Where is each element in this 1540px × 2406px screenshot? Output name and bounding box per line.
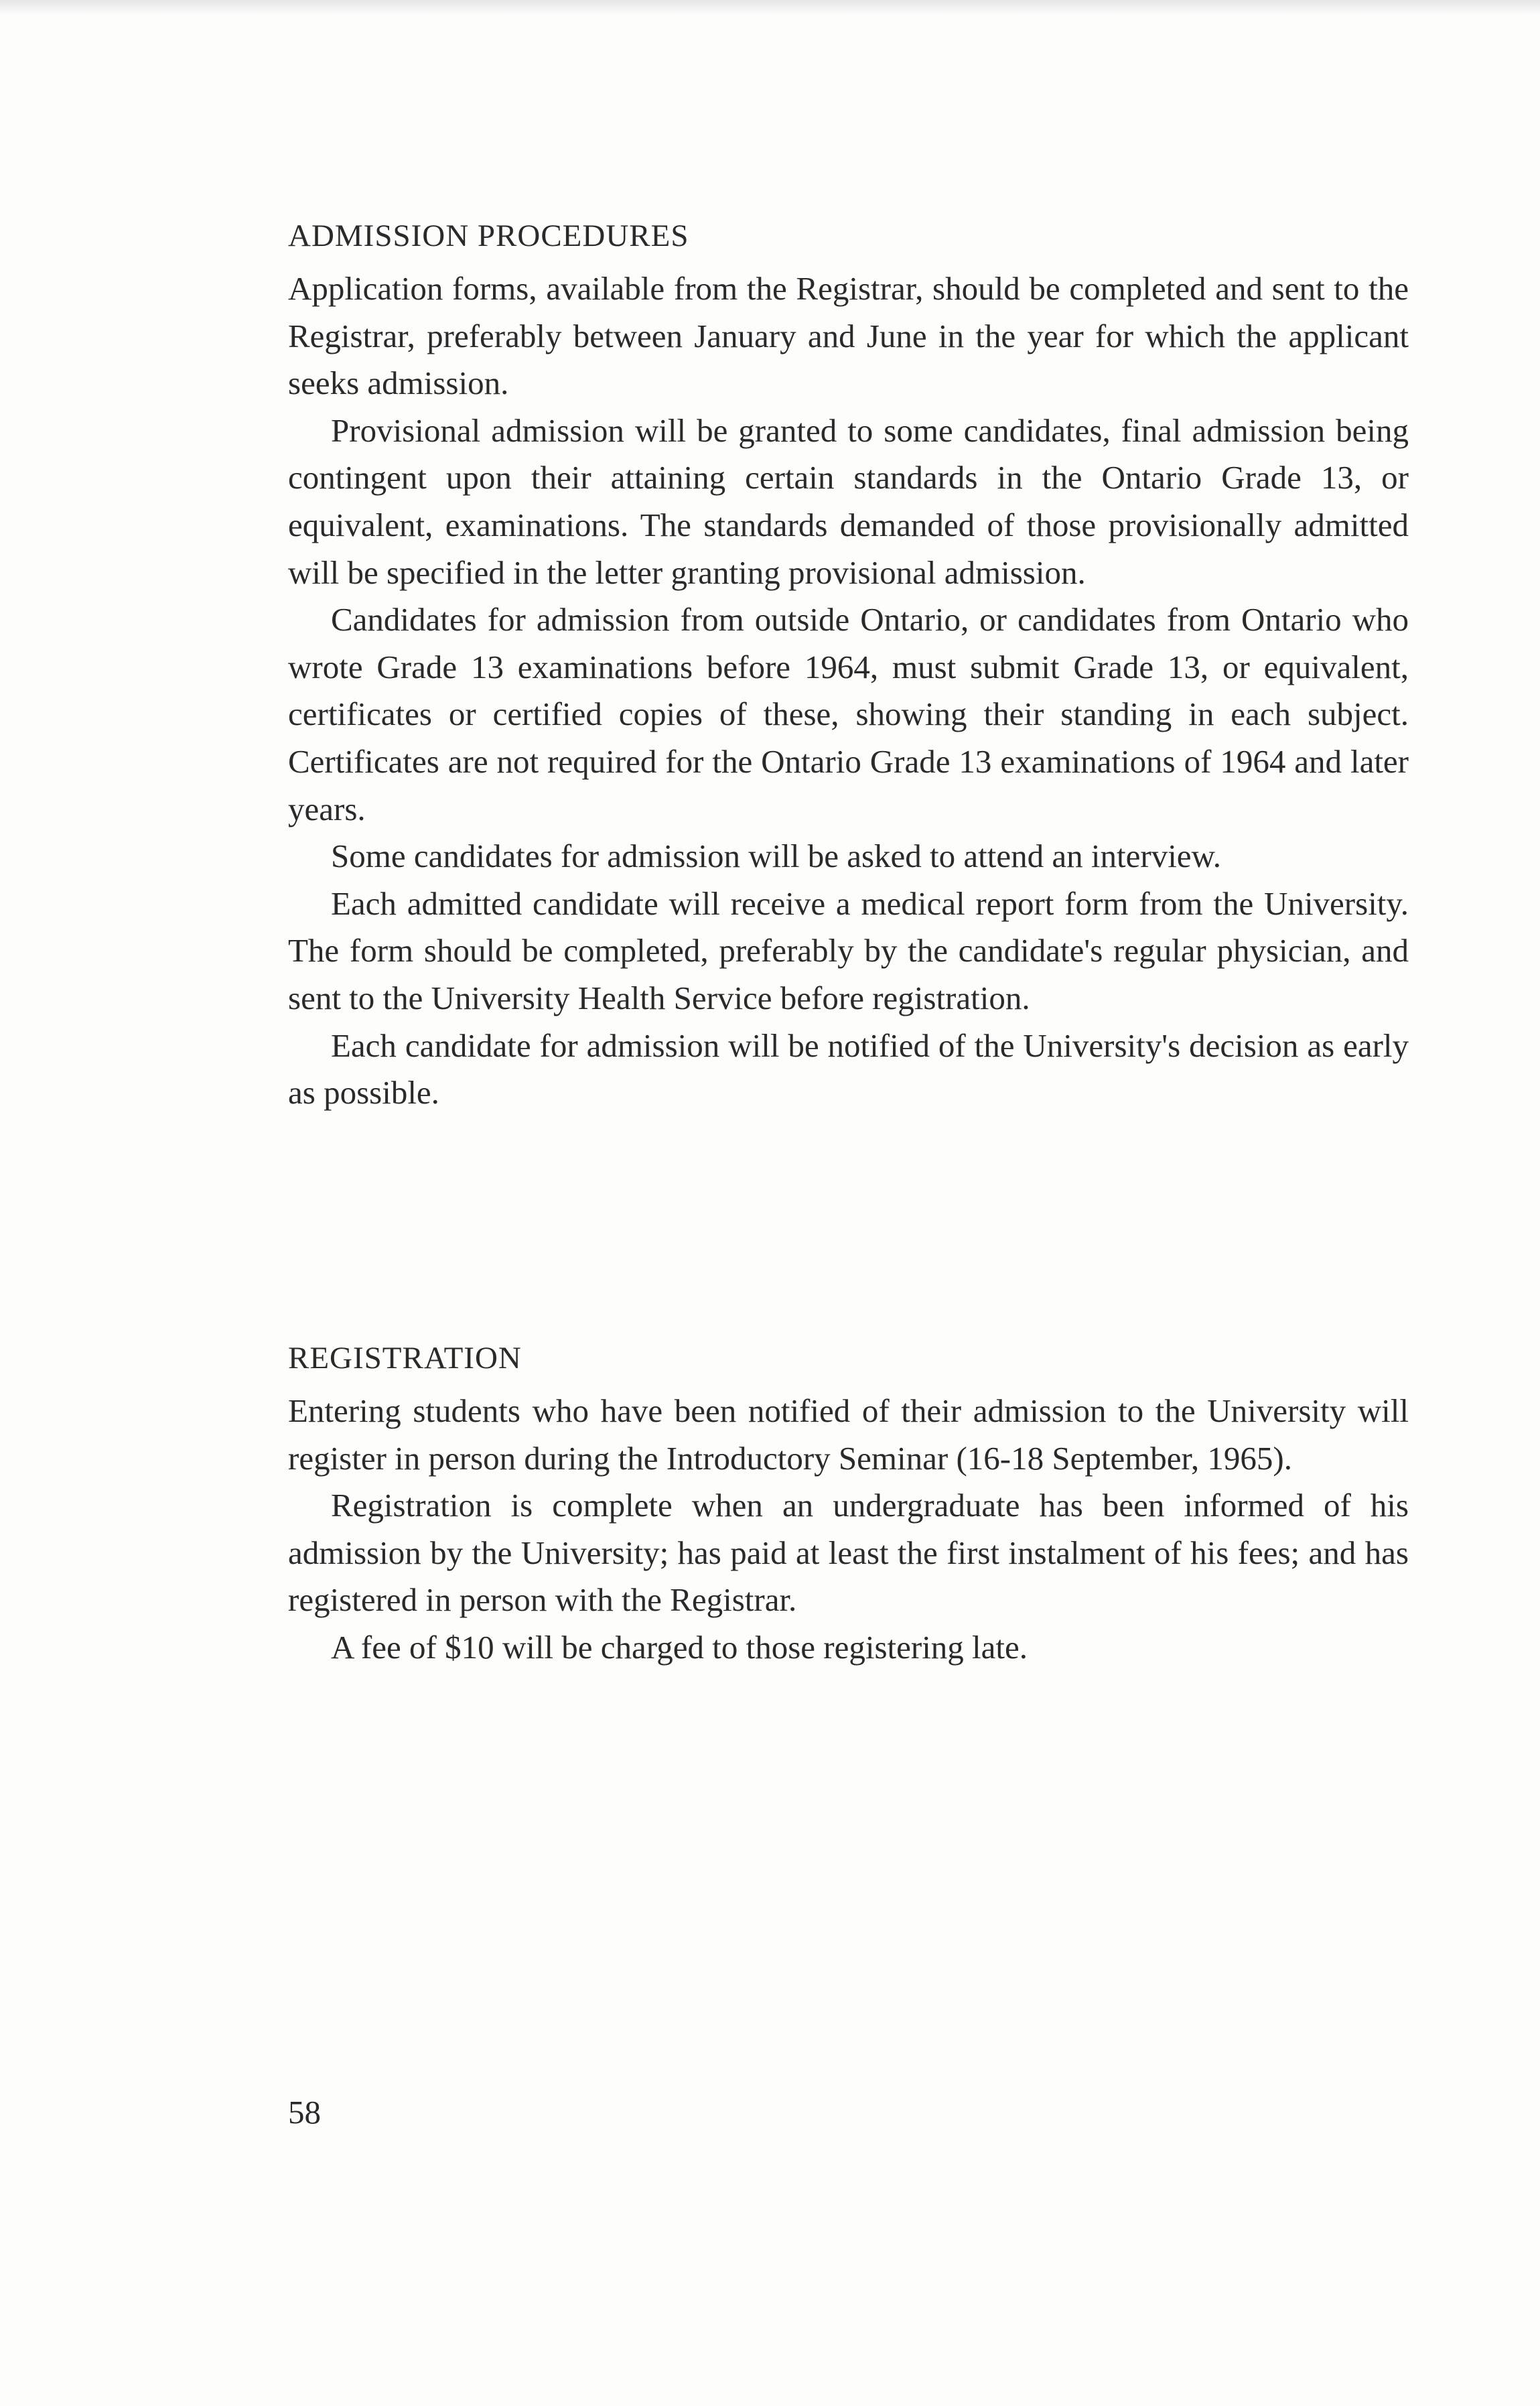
admission-paragraph: Each candidate for admission will be notified of the University's decision as early as possible.: [288, 1026, 1409, 1112]
scan-top-shadow: [0, 0, 1540, 15]
admission-paragraph: Each admitted candidate will receive a medical report form from the University. The form should be completed, preferably by the candidate's regular physician, and sent to the University Health Service before registration.: [288, 884, 1409, 1016]
registration-paragraph: A fee of $10 will be charged to those registering late.: [331, 1628, 1028, 1666]
registration-section: [288, 1335, 1409, 1672]
admission-procedures-section: [288, 213, 1409, 1117]
admission-paragraph: Candidates for admission from outside Ontario, or candidates from Ontario who wrote Grade 13 examinations before 1964, must submit Grade 13, or equivalent, certificates or certified copies of these, showing their standing in each subject. Certificates are not required for the Ontario Grade 13 examinations of 1964 and later years.: [288, 601, 1409, 827]
registration-paragraph: Entering students who have been notified of their admission to the University will register in person during the Introductory Seminar (16-18 September, 1965).: [288, 1392, 1409, 1477]
admission-paragraph: Some candidates for admission will be asked to attend an interview.: [331, 838, 1222, 875]
admission-heading: ADMISSION PROCEDURES: [288, 218, 689, 253]
admission-paragraph: Application forms, available from the Registrar, should be completed and sent to the Registrar, preferably between January and June in the year for which the applicant seeks admission.: [288, 270, 1409, 402]
registration-heading: REGISTRATION: [288, 1341, 522, 1376]
registration-paragraph: Registration is complete when an undergraduate has been informed of his admission by the University; has paid at least the first instalment of his fees; and has registered in person with the Registrar.: [288, 1487, 1409, 1619]
page-number: 58: [288, 2094, 321, 2131]
admission-paragraph: Provisional admission will be granted to some candidates, final admission being contingent upon their attaining certain standards in the Ontario Grade 13, or equivalent, examinations. The standards demanded of those provisionally admitted will be specified in the letter granting provisional admission.: [288, 411, 1409, 591]
